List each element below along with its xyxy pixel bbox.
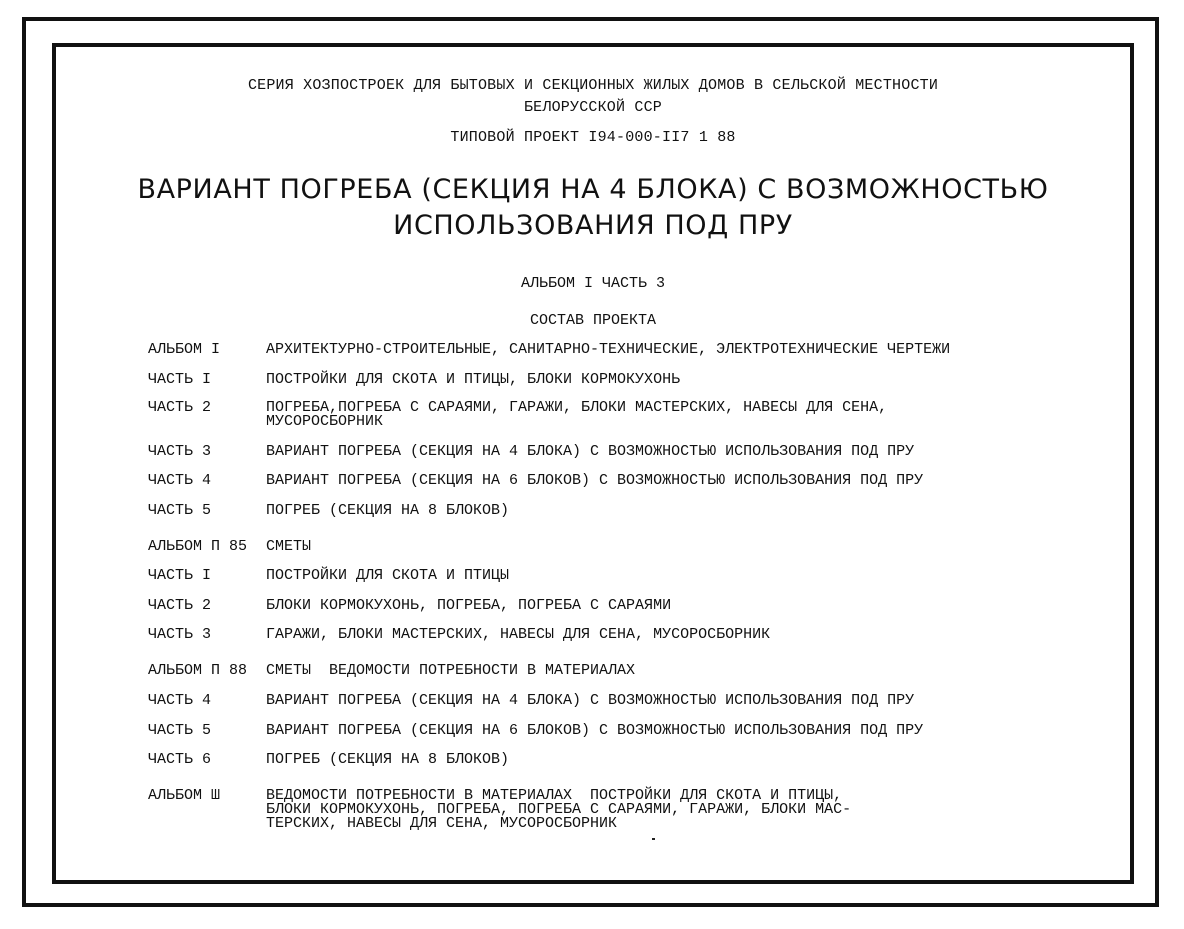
list-item-text <box>266 401 1026 429</box>
list-item-text <box>266 373 1026 387</box>
list-item-text-line: МУСОРОСБОРНИК <box>266 413 384 430</box>
list-item-label: ЧАСТЬ 2 <box>148 399 212 416</box>
album-part-label: АЛЬБОМ I ЧАСТЬ 3 <box>520 275 666 292</box>
list-item-text <box>266 599 1026 613</box>
list-item-text <box>266 753 1026 767</box>
list-item-text <box>266 789 1026 831</box>
list-item-text-line: БЛОКИ КОРМОКУХОНЬ, ПОГРЕБА, ПОГРЕБА С САРАЯМИ, ГАРАЖИ, БЛОКИ МАС- <box>266 801 852 818</box>
list-item-text-line: ПОГРЕБА,ПОГРЕБА С САРАЯМИ, ГАРАЖИ, БЛОКИ МАСТЕРСКИХ, НАВЕСЫ ДЛЯ СЕНА, <box>266 399 888 416</box>
list-item-text <box>266 664 1026 678</box>
list-item-text-line: БЛОКИ КОРМОКУХОНЬ, ПОГРЕБА, ПОГРЕБА С САРАЯМИ <box>266 597 672 614</box>
list-item-text <box>266 540 1026 554</box>
list-item-label: АЛЬБОМ Ш <box>148 787 221 804</box>
list-item-text-line: ВЕДОМОСТИ ПОТРЕБНОСТИ В МАТЕРИАЛАХ ПОСТРОЙКИ ДЛЯ СКОТА И ПТИЦЫ, <box>266 787 843 804</box>
list-item-label: ЧАСТЬ 5 <box>148 502 212 519</box>
series-line-1: СЕРИЯ ХОЗПОСТРОЕК ДЛЯ БЫТОВЫХ И СЕКЦИОННЫХ ЖИЛЫХ ДОМОВ В СЕЛЬСКОЙ МЕСТНОСТИ <box>247 77 939 94</box>
list-item-label: АЛЬБОМ П 85 <box>148 538 248 555</box>
list-item-text-line: ПОГРЕБ (СЕКЦИЯ НА 8 БЛОКОВ) <box>266 502 510 519</box>
list-item-text <box>266 724 1026 738</box>
list-item-text-line: АРХИТЕКТУРНО-СТРОИТЕЛЬНЫЕ, САНИТАРНО-ТЕХНИЧЕСКИЕ, ЭЛЕКТРОТЕХНИЧЕСКИЕ ЧЕРТЕЖИ <box>266 341 951 358</box>
list-item-text <box>266 474 1026 488</box>
list-item-text <box>266 504 1026 518</box>
list-item-text <box>266 628 1026 642</box>
title-line-2: ИСПОЛЬЗОВАНИЯ ПОД ПРУ <box>393 210 793 241</box>
list-item-text-line: ВАРИАНТ ПОГРЕБА (СЕКЦИЯ НА 6 БЛОКОВ) С ВОЗМОЖНОСТЬЮ ИСПОЛЬЗОВАНИЯ ПОД ПРУ <box>266 722 924 739</box>
list-item-text-line: ПОСТРОЙКИ ДЛЯ СКОТА И ПТИЦЫ, БЛОКИ КОРМОКУХОНЬ <box>266 371 681 388</box>
list-item-label: ЧАСТЬ I <box>148 371 212 388</box>
list-item-label: ЧАСТЬ 4 <box>148 692 212 709</box>
list-item-text-line: ВАРИАНТ ПОГРЕБА (СЕКЦИЯ НА 6 БЛОКОВ) С ВОЗМОЖНОСТЬЮ ИСПОЛЬЗОВАНИЯ ПОД ПРУ <box>266 472 924 489</box>
list-item-text-line: ГАРАЖИ, БЛОКИ МАСТЕРСКИХ, НАВЕСЫ ДЛЯ СЕНА, МУСОРОСБОРНИК <box>266 626 771 643</box>
list-item-text-line: СМЕТЫ <box>266 538 312 555</box>
list-item-text-line: ВАРИАНТ ПОГРЕБА (СЕКЦИЯ НА 4 БЛОКА) С ВОЗМОЖНОСТЬЮ ИСПОЛЬЗОВАНИЯ ПОД ПРУ <box>266 443 915 460</box>
list-item-label: ЧАСТЬ 5 <box>148 722 212 739</box>
list-item-text <box>266 343 1026 357</box>
list-item-text <box>266 445 1026 459</box>
list-item-label: ЧАСТЬ 2 <box>148 597 212 614</box>
series-line-2: БЕЛОРУССКОЙ ССР <box>523 99 663 116</box>
list-item-label: АЛЬБОМ I <box>148 341 221 358</box>
list-item-label: ЧАСТЬ I <box>148 567 212 584</box>
project-number: ТИПОВОЙ ПРОЕКТ I94-000-II7 1 88 <box>450 129 736 146</box>
composition-heading: СОСТАВ ПРОЕКТА <box>529 312 657 329</box>
scan-speck <box>652 838 655 840</box>
list-item-text-line: СМЕТЫ ВЕДОМОСТИ ПОТРЕБНОСТИ В МАТЕРИАЛАХ <box>266 662 636 679</box>
list-item-text-line: ВАРИАНТ ПОГРЕБА (СЕКЦИЯ НА 4 БЛОКА) С ВОЗМОЖНОСТЬЮ ИСПОЛЬЗОВАНИЯ ПОД ПРУ <box>266 692 915 709</box>
list-item-label: ЧАСТЬ 3 <box>148 626 212 643</box>
list-item-text <box>266 569 1026 583</box>
list-item-text-line: ТЕРСКИХ, НАВЕСЫ ДЛЯ СЕНА, МУСОРОСБОРНИК <box>266 815 618 832</box>
list-item-label: ЧАСТЬ 6 <box>148 751 212 768</box>
list-item-label: ЧАСТЬ 3 <box>148 443 212 460</box>
list-item-label: АЛЬБОМ П 88 <box>148 662 248 679</box>
list-item-text <box>266 694 1026 708</box>
list-item-label: ЧАСТЬ 4 <box>148 472 212 489</box>
page-title <box>52 172 1134 244</box>
list-item-text-line: ПОГРЕБ (СЕКЦИЯ НА 8 БЛОКОВ) <box>266 751 510 768</box>
list-item-text-line: ПОСТРОЙКИ ДЛЯ СКОТА И ПТИЦЫ <box>266 567 510 584</box>
title-line-1: ВАРИАНТ ПОГРЕБА (СЕКЦИЯ НА 4 БЛОКА) С ВОЗМОЖНОСТЬЮ <box>137 174 1049 205</box>
